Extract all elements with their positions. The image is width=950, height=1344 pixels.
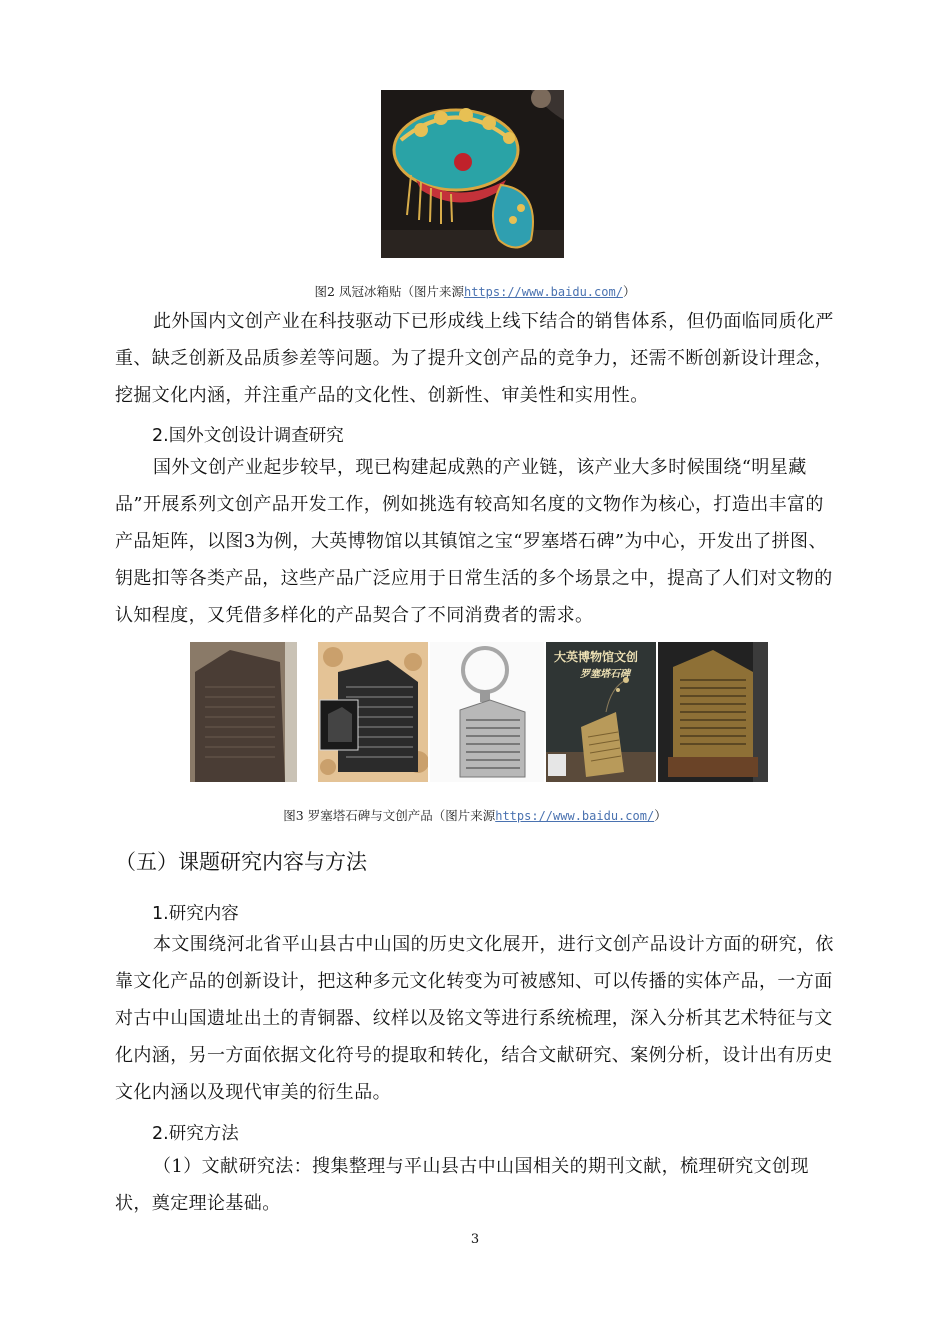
caption-text: 图3 罗塞塔石碑与文创产品（图片来源 [283,808,496,823]
figure-3-rosetta-stone-image [190,642,297,782]
heading-foreign-research: 2.国外文创设计调查研究 [152,426,344,446]
heading-research-method: 2.研究方法 [152,1124,239,1144]
ornament-title-text [554,648,638,680]
ornament-title-line2: 罗塞塔石碑 [580,669,630,680]
source-link[interactable]: https://www.baidu.com/ [463,285,623,299]
page-number: 3 [470,1232,480,1247]
caption-text: 图2 凤冠冰箱贴（图片来源 [314,284,464,299]
figure-3-caption [0,806,950,824]
heading-research-content: 1.研究内容 [152,904,239,924]
caption-text: ） [622,284,636,299]
paragraph-research-method: （1）文献研究法：搜集整理与平山县古中山国相关的期刊文献，梳理研究文创现状，奠定理论基础。 [115,1156,809,1214]
figure-3-ornament-image [546,642,656,782]
figure-3-keychain-image [430,642,544,782]
section-title: （五）课题研究内容与方法 [115,850,367,874]
figure-3-puzzle-image [318,642,428,782]
paragraph-foreign: 国外文创产业起步较早，现已构建起成熟的产业链，该产业大多时候围绕“明星藏品”开展系列文创产品开发工作，例如挑选有较高知名度的文物作为核心，打造出丰富的产品矩阵，以图3为例，大英博物馆以其镇馆之宝“罗塞塔石碑”为中心，开发出了拼图、钥匙扣等各类产品，这些产品广泛应用于日常生活的多个场景之中，提高了人们对文物的认知程度，又凭借多样化的产品契合了不同消费者的需求。 [115,457,833,626]
ornament-title-line1: 大英博物馆文创 [554,650,639,664]
source-link[interactable]: https://www.baidu.com/ [495,809,655,823]
figure-2-image [381,90,564,258]
paragraph-research-content: 本文围绕河北省平山县古中山国的历史文化展开，进行文创产品设计方面的研究，依靠文化产品的创新设计，把这种多元文化转变为可被感知、可以传播的实体产品，一方面对古中山国遗址出土的青铜器、纹样以及铭文等进行系统梳理，深入分析其艺术特征与文化内涵，另一方面依据文化符号的提取和转化，结合文献研究、案例分析，设计出有历史文化内涵以及现代审美的衍生品。 [115,934,834,1103]
caption-text: ） [654,808,667,823]
figure-2-caption [0,282,950,300]
paragraph-domestic: 此外国内文创产业在科技驱动下已形成线上线下结合的销售体系，但仍面临同质化严重、缺乏创新及品质参差等问题。为了提升文创产品的竞争力，还需不断创新设计理念，挖掘文化内涵，并注重产品的文化性、创新性、审美性和实用性。 [115,311,834,406]
figure-3-lamp-image [658,642,768,782]
